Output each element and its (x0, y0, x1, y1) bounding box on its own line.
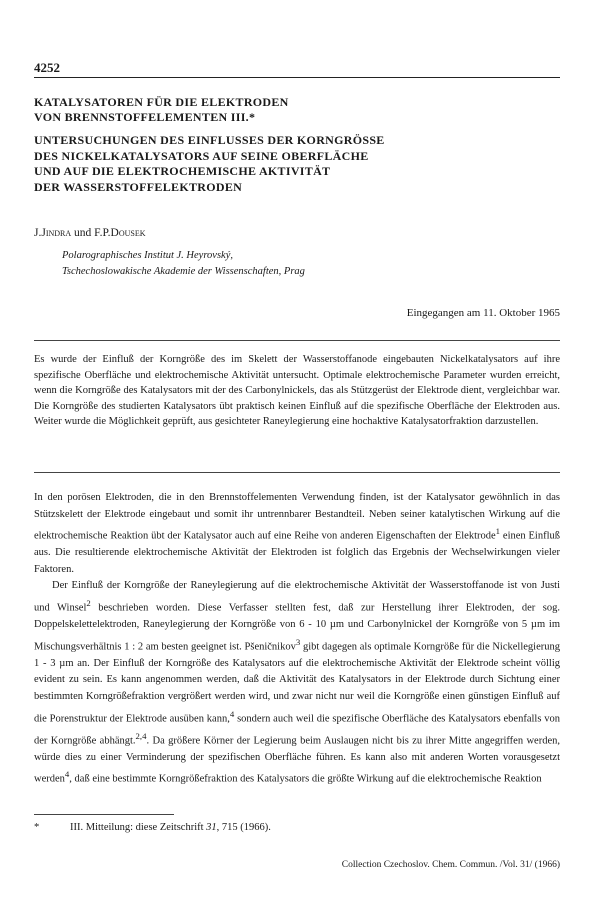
abstract-top-rule (34, 340, 560, 341)
page-number: 4252 (34, 60, 60, 75)
abstract: Es wurde der Einfluß der Korngröße des im Skelett der Wasserstoffanode eingebauten Nickelkatalysators auf ihre spezifische Oberfläche und elektrochemische Aktivität untersucht. Optimale elektrochemische Parameter wurden erreicht, wenn die Korngröße des Katalysators mit der des Carbonylnickels, das als Stützgerüst der Elektrode dient, vergleichbar war. Die Korngröße des studierten Katalysators übt praktisch keinen Einfluß auf die spezifische Oberfläche der Elektroden aus. Weiter wurde die Möglichkeit geprüft, aus gesichteter Raneylegierung eine hochaktive Katalysatorfraktion darzustellen. (34, 354, 560, 428)
text-run: gibt dagegen als optimale Korngröße für die Nickellegierung 1 - 3 µm an. Der Einfluß der Korngröße des Katalysators auf die elektrochemische Aktivität der Elektrode scheint völlig evident zu sein. Es kann angenommen werden, daß die Aktivität des Katalysators in der Elektrode durch Sichtung einer bestimmten Korngrößefraktion vergrößert werden wird, und zwar nicht nur weil die Korngröße einen günstigen Einfluß auf die Porenstruktur der Elektrode ausüben kann, (34, 641, 560, 725)
text-run: . Da größere Körner der Legierung beim Auslaugen nicht bis zu ihrer Mitte angegriffen werden, würde dies zu einer Verminderung der spezifischen Oberfläche führen. Es kann also mit anderen Worten vorausgesetzt werden (34, 735, 560, 785)
reference-mark: 2,4 (135, 730, 147, 741)
subtitle-line: UNTERSUCHUNGEN DES EINFLUSSES DER KORNGRÖSSE (34, 133, 385, 147)
header-rule (34, 77, 560, 78)
received-date: Eingegangen am 11. Oktober 1965 (406, 307, 560, 319)
abstract-bottom-rule (34, 472, 560, 473)
reference-mark: 2 (86, 598, 91, 609)
reference-mark: 3 (295, 636, 301, 647)
text-run: sondern auch weil die spezifische Oberfläche des Katalysators ebenfalls von der Korngröße abhängt. (34, 713, 560, 747)
text-run: beschrieben worden. Diese Verfasser stellten fest, daß zur Herstellung ihrer Elektroden, der sog. Doppelskelettelektroden, Raneylegierung der Korngröße von 6 - 10 µm und Carbonylnickel der Korngröße von 5 µm im Mischungsverhältnis 1 : 2 am besten geeignet ist. Pšeničnikov (34, 602, 560, 653)
author-name: Jindra (41, 227, 72, 239)
text-run: Der Einfluß der Korngröße der Raneylegierung auf die elektrochemische Aktivität der Wasserstoffanode ist von Justi und Winsel (34, 580, 560, 614)
reference-mark: 4 (229, 708, 235, 719)
authors (34, 227, 146, 239)
text-run: einen Einfluß aus. Die resultierende elektrochemische Aktivität der Elektroden ist folglich das Ergebnis der Wechselwirkungen vieler Faktoren. (34, 530, 561, 575)
subtitle-line: DES NICKELKATALYSATORS AUF SEINE OBERFLÄCHE (34, 148, 369, 163)
subtitle-line: DER WASSERSTOFFELEKTRODEN (34, 179, 243, 194)
text-run: , daß eine bestimmte Korngrößefraktion des Katalysators die größte Wirkung auf die elektrochemische Reaktion (69, 773, 542, 785)
affiliation-line: Tschechoslowakische Akademie der Wissenschaften, Prag (62, 266, 305, 277)
paragraph (34, 490, 560, 578)
affiliation-line: Polarographisches Institut J. Heyrovský, (62, 250, 233, 261)
reference-mark: 4 (64, 769, 70, 780)
title-line: VON BRENNSTOFFELEMENTEN III.* (34, 110, 256, 124)
author-conjunction: und (71, 227, 95, 239)
footnote-text: III. Mitteilung: diese Zeitschrift (70, 822, 207, 833)
paragraph (34, 578, 560, 788)
affiliation (62, 248, 305, 280)
body-text (34, 490, 560, 789)
footnote-rule (34, 814, 174, 815)
text-run: In den porösen Elektroden, die in den Brennstoffelementen Verwendung finden, ist der Katalysator gewöhnlich in das Stützskelett der Elektrode eingebaut und somit ihr untrennbarer Bestandteil. Neben seiner katalytischen Wirkung auf die elektrochemische Reaktion übt der Katalysator auch auf eine Reihe von anderen Eigenschaften der Elektrode (34, 492, 560, 542)
subtitle-line: UND AUF DIE ELEKTROCHEMISCHE AKTIVITÄT (34, 164, 331, 178)
author-initial: F.P. (94, 227, 111, 239)
journal-citation: Collection Czechoslov. Chem. Commun. /Vol. 31/ (1966) (341, 860, 560, 870)
footnote-volume: 31 (206, 822, 217, 833)
title-line: KATALYSATOREN FÜR DIE ELEKTRODEN (34, 95, 289, 109)
footnote (34, 822, 271, 833)
article-title (34, 95, 560, 125)
footnote-mark: * (34, 822, 40, 833)
footnote-text: , 715 (1966). (216, 822, 271, 833)
author-initial: J. (34, 227, 42, 239)
reference-mark: 1 (495, 526, 501, 537)
author-name: Dousek (110, 227, 146, 239)
article-subtitle (34, 133, 560, 195)
